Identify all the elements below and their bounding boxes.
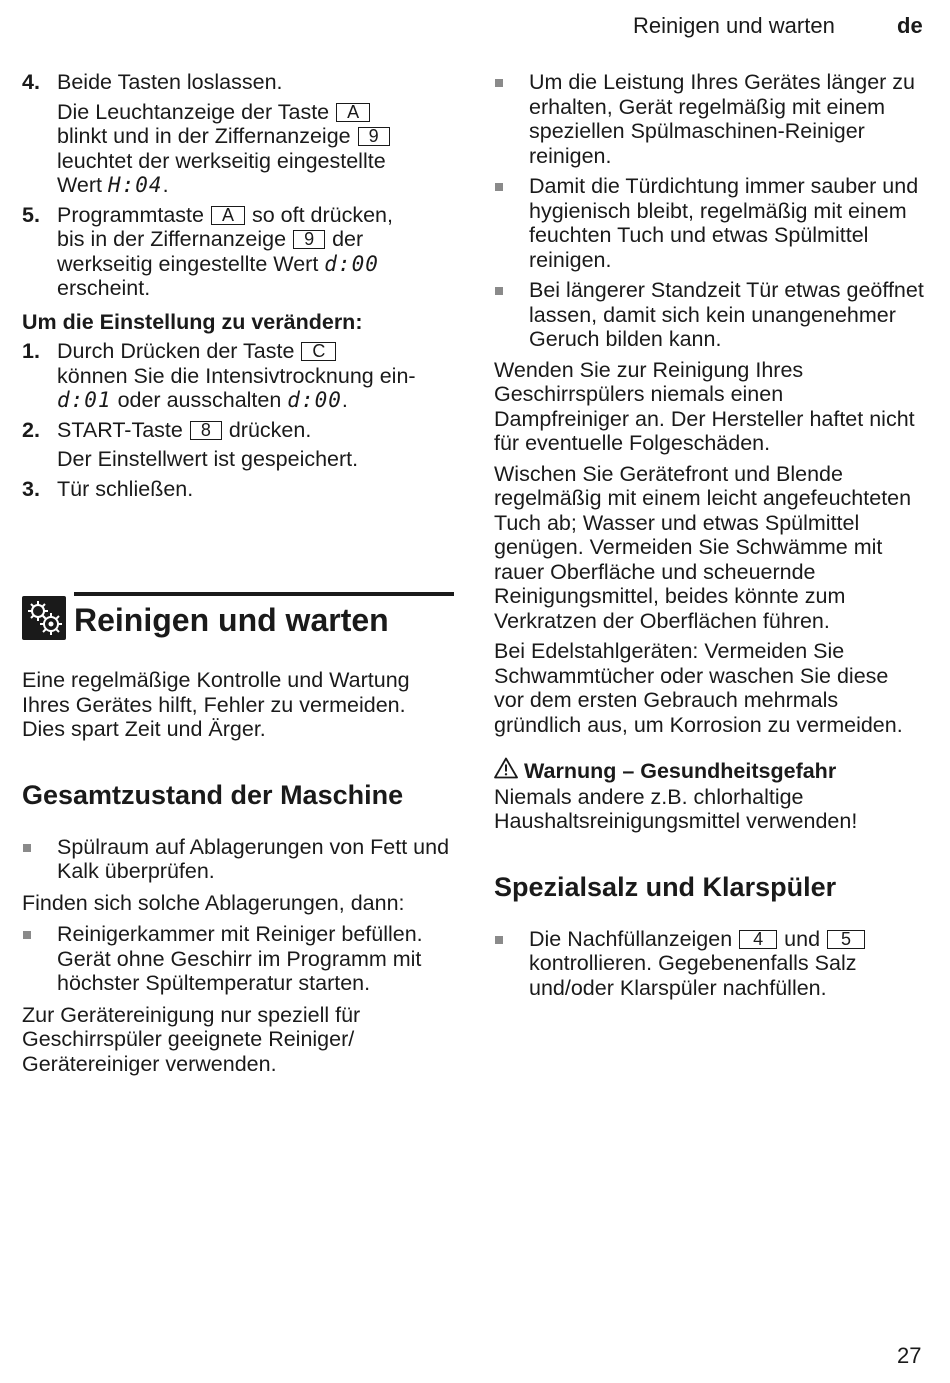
display-value-on: d:01 [57, 388, 112, 412]
list-item: Reinigerkammer mit Reiniger befüllen. Gerät ohne Geschirr im Programm mit höchster Spültemperatur starten. [22, 922, 454, 996]
key-a-symbol: A [336, 103, 370, 122]
list-item: Die Nachfüllanzeigen 4 und 5 kontrollieren. Gegebenenfalls Salz und/oder Klarspüler nachfüllen. [494, 927, 924, 1001]
paragraph: Bei Edelstahlgeräten: Vermeiden Sie Schwammtücher oder waschen Sie diese vor dem ersten Gebrauch mehrmals gründlich aus, um Korrosion zu vermeiden. [494, 639, 903, 737]
key-8-symbol: 8 [190, 421, 222, 440]
list-item: Damit die Türdichtung immer sauber und hygienisch bleibt, regelmäßig mit einem feuchten Tuch und etwas Spülmittel reinigen. [494, 174, 924, 272]
bullet-square-icon [495, 79, 503, 87]
section-heading [22, 592, 454, 648]
key-9-symbol: 9 [358, 127, 390, 146]
cleaning-gear-icon [22, 596, 66, 640]
intro-paragraph: Eine regelmäßige Kontrolle und Wartung Ihres Gerätes hilft, Fehler zu vermeiden. Dies spart Zeit und Ärger. [22, 668, 410, 741]
change-step-3 [22, 477, 454, 502]
step-number: 1. [22, 339, 40, 363]
warning-text: Niemals andere z.B. chlorhaltige Haushaltsreinigungsmittel verwenden! [494, 784, 858, 833]
section-title: Reinigen und warten [74, 602, 389, 638]
list-item: Spülraum auf Ablagerungen von Fett und Kalk überprüfen. [22, 835, 454, 884]
paragraph: Finden sich solche Ablagerungen, dann: [22, 890, 405, 915]
key-4-symbol: 4 [739, 930, 777, 949]
step-text: Tür schließen. [57, 476, 194, 501]
key-5-symbol: 5 [827, 930, 865, 949]
bullet-square-icon [23, 931, 31, 939]
key-c-symbol: C [301, 342, 336, 361]
step-text: START-Taste 8 drücken. [57, 417, 312, 442]
display-value-off: d:00 [287, 388, 342, 412]
paragraph: Wenden Sie zur Reinigung Ihres Geschirrspülers niemals einen Dampfreiniger an. Der Hersteller haftet nicht für eventuelle Folgeschäden. [494, 357, 915, 455]
key-9-symbol: 9 [293, 230, 325, 249]
bullet-square-icon [23, 844, 31, 852]
paragraph: Wischen Sie Gerätefront und Blende regelmäßig mit einem leicht angefeuchteten Tuch ab; Wasser und etwas Spülmittel genügen. Vermeiden Sie Schwämme mit rauer Oberfläche und scheuernde Reinigungsmittel, beides könnte zum Verkratzen der Oberflächen führen. [494, 461, 912, 633]
step-number: 2. [22, 417, 40, 442]
step-number: 5. [22, 202, 40, 227]
list-item: Um die Leistung Ihres Gerätes länger zu erhalten, Gerät regelmäßig mit einem speziellen Spülmaschinen-Reiniger reinigen. [494, 70, 924, 168]
warning-triangle-icon [494, 757, 518, 785]
step-5 [22, 203, 454, 301]
step-description: Die Leuchtanzeige der Taste A blinkt und in der Ziffernanzeige 9 leuchtet der werkseitig eingestellte Wert H:04. [57, 100, 454, 198]
right-column [494, 70, 924, 1000]
subheading-salt-rinse-aid: Spezialsalz und Klarspüler [494, 871, 837, 902]
warning-title: Warnung – Gesundheitsgefahr [494, 757, 924, 785]
change-step-2 [22, 418, 454, 472]
step-text: Beide Tasten loslassen. [57, 70, 283, 94]
bullet-square-icon [495, 183, 503, 191]
left-column [22, 70, 454, 1076]
header-language: de [897, 13, 923, 38]
display-value: H:04 [107, 173, 163, 197]
step-description: Der Einstellwert ist gespeichert. [57, 447, 359, 471]
page-header [0, 14, 950, 44]
paragraph: Zur Gerätereinigung nur speziell für Geschirrspüler geeignete Reiniger/ Gerätereiniger verwenden. [22, 1002, 361, 1076]
key-a-symbol: A [211, 206, 245, 225]
step-4 [22, 70, 454, 198]
step-number: 3. [22, 476, 40, 501]
bullet-square-icon [495, 936, 503, 944]
header-section-title: Reinigen und warten [633, 13, 835, 38]
heading-rule [74, 592, 454, 596]
subheading-machine-condition: Gesamtzustand der Maschine [22, 779, 404, 810]
change-step-1 [22, 339, 454, 413]
step-text: Programmtaste A so oft drücken, bis in der Ziffernanzeige 9 der werkseitig eingestellte Wert d:00 erscheint. [57, 202, 393, 300]
bullet-square-icon [495, 287, 503, 295]
step-number: 4. [22, 70, 40, 94]
change-setting-heading: Um die Einstellung zu verändern: [22, 309, 363, 334]
list-item: Bei längerer Standzeit Tür etwas geöffnet lassen, damit sich kein unangenehmer Geruch bilden kann. [494, 278, 924, 352]
step-text: Durch Drücken der Taste C können Sie die Intensivtrocknung ein- d:01 oder ausschalten d:00. [57, 339, 416, 412]
page-number: 27 [897, 1343, 922, 1368]
display-value: d:00 [324, 251, 379, 276]
